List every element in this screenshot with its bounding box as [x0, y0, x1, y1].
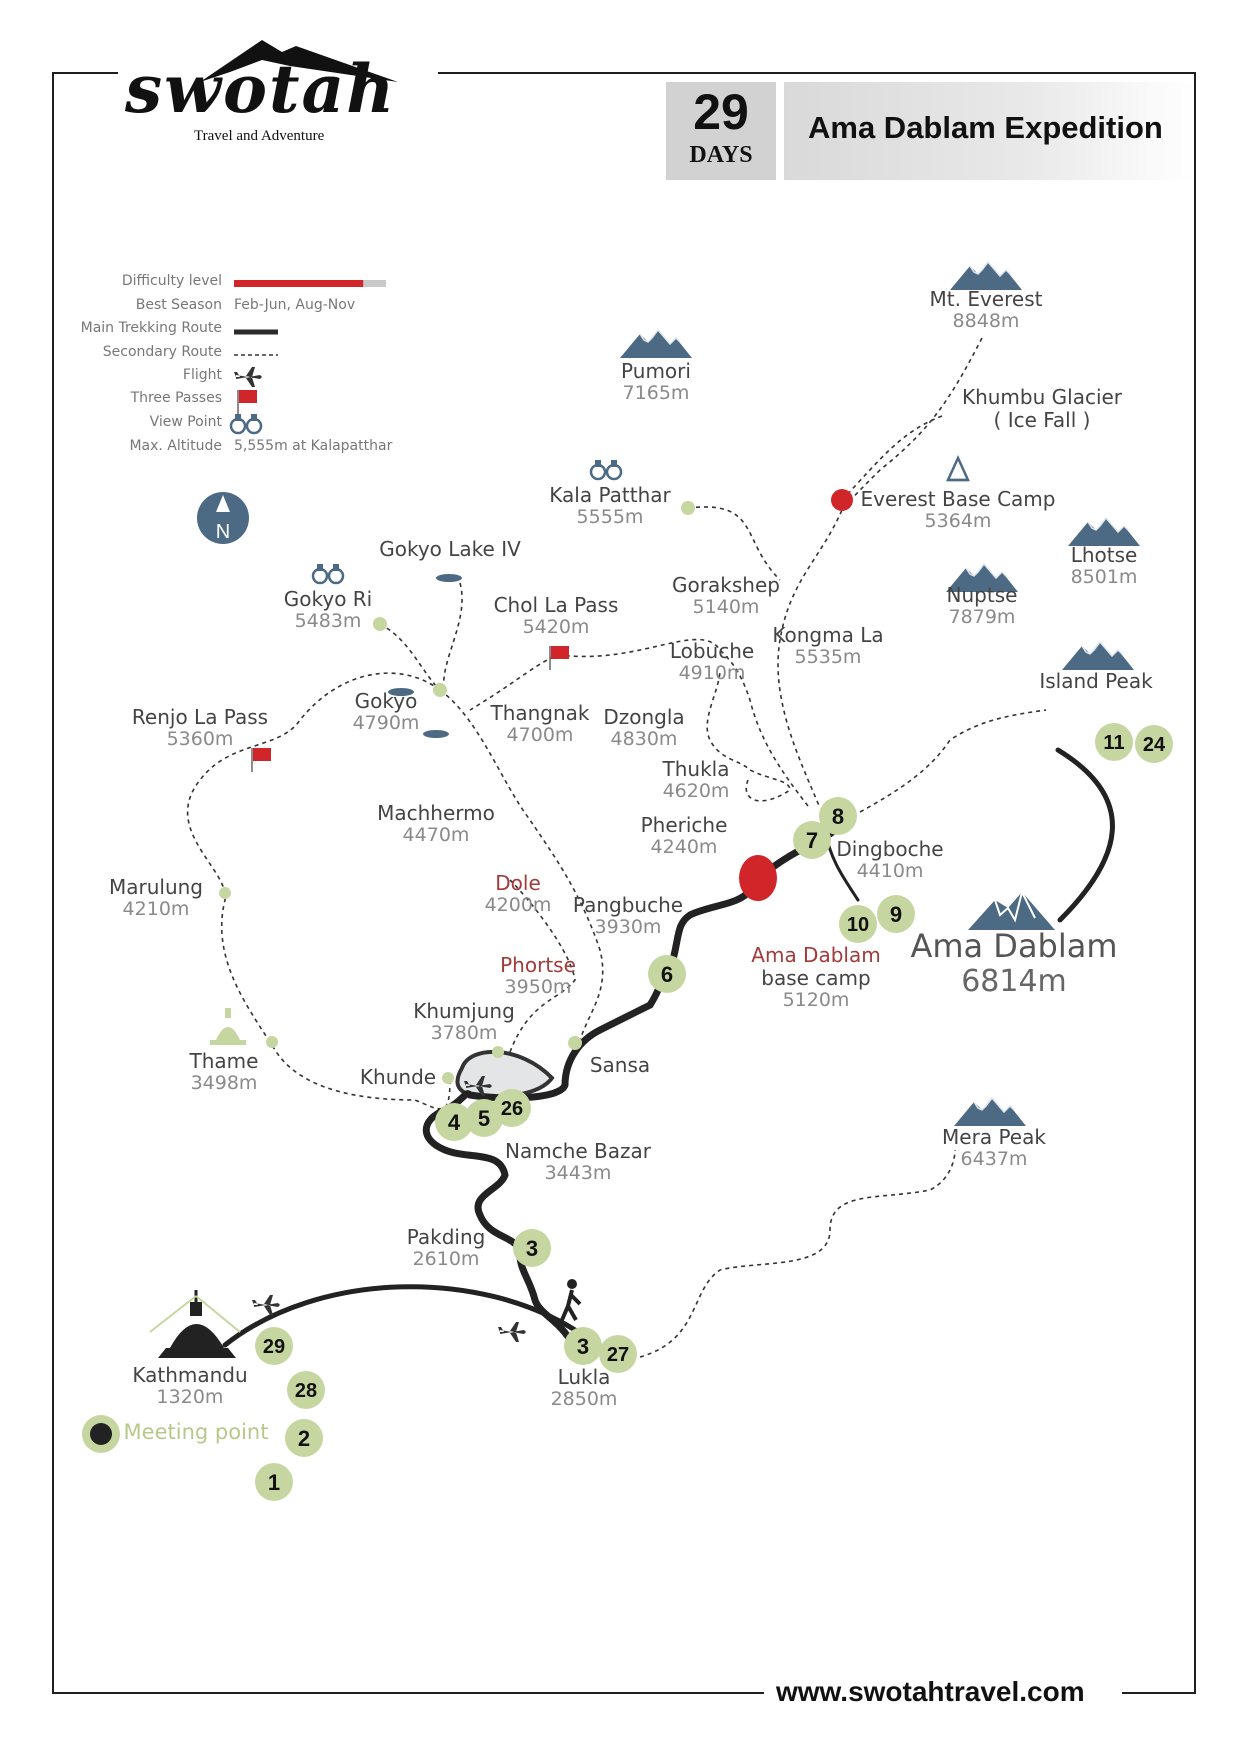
brand-tagline: Travel and Adventure: [194, 128, 325, 144]
duration-label: DAYS: [689, 142, 753, 168]
place-meeting-point: [124, 1420, 269, 1444]
place-ebc-alt: 5364m: [924, 510, 992, 532]
place-gokyo-alt: 4790m: [352, 712, 420, 734]
place-ama-dablam-name: Ama Dablam: [910, 927, 1118, 965]
place-khumbu-alt: ( Ice Fall ): [993, 408, 1091, 432]
place-pheriche-name: Pheriche: [640, 813, 728, 837]
place-ama-dablam-base-camp: [751, 944, 880, 1012]
place-namche-name: Namche Bazar: [505, 1139, 651, 1163]
place-kathmandu: [132, 1364, 247, 1409]
website-link[interactable]: www.swotahtravel.com: [776, 1676, 1085, 1707]
place-lobuche-alt: 4910m: [678, 662, 746, 684]
route-gokyori: [380, 624, 440, 690]
place-khunde-name: Khunde: [359, 1065, 437, 1089]
kala-patthar-binoculars-icon: [591, 460, 621, 479]
everest-base-camp-marker: [831, 489, 853, 511]
place-everest-alt: 8848m: [952, 310, 1020, 332]
mera-peak-mountain-icon: [954, 1098, 1026, 1126]
place-lukla-alt: 2850m: [550, 1388, 618, 1410]
place-ama-dablam: [910, 928, 1117, 999]
place-dingboche: [836, 838, 943, 883]
place-namche-bazar: [505, 1140, 651, 1185]
gokyo-ri-binoculars-icon: [313, 564, 343, 583]
day-label-24: 24: [1142, 734, 1166, 756]
place-nuptse-name: Nuptse: [946, 583, 1018, 607]
place-mera-peak: [942, 1126, 1046, 1171]
place-pumori: [621, 360, 691, 405]
place-lukla-name: Lukla: [557, 1365, 611, 1389]
route-adbc-amadablam: [1058, 750, 1112, 920]
place-lhotse: [1071, 544, 1138, 589]
day-label-27: 27: [606, 1344, 630, 1366]
place-thame-alt: 3498m: [190, 1072, 258, 1094]
place-pangbuche-alt: 3930m: [594, 916, 662, 938]
legend-max-altitude-value: 5,555m at Kalapatthar: [234, 438, 393, 454]
place-gokyo-name: Gokyo: [354, 689, 418, 713]
place-island-peak: [1039, 670, 1152, 693]
day-label-29: 29: [262, 1336, 286, 1358]
place-machhermo: [377, 802, 495, 847]
legend-viewpoint-label: View Point: [149, 414, 222, 430]
route-gokyolake: [444, 583, 462, 690]
place-pakding-alt: 2610m: [412, 1248, 480, 1270]
place-phortse-alt: 3950m: [504, 976, 572, 998]
place-kala-patthar-name: Kala Patthar: [549, 483, 671, 507]
place-dole-alt: 4200m: [484, 894, 552, 916]
place-kala-patthar: [549, 484, 670, 529]
place-renjo-la-name: Renjo La Pass: [131, 705, 269, 729]
place-pakding-name: Pakding: [406, 1225, 486, 1249]
place-renjo-la-pass: [132, 706, 268, 751]
place-khunde: [360, 1066, 436, 1089]
island-peak-mountain-icon: [1062, 642, 1134, 670]
legend-flight-icon: [234, 367, 262, 387]
place-kongma-la-alt: 5535m: [794, 646, 862, 668]
place-cho-la-pass: [494, 594, 619, 639]
legend-binoculars-icon: [231, 414, 261, 433]
place-renjo-la-alt: 5360m: [166, 728, 234, 750]
place-ama-dablam-alt: 6814m: [961, 963, 1067, 999]
place-gokyo-ri-name: Gokyo Ri: [283, 587, 373, 611]
route-everest: [778, 338, 982, 808]
place-kathmandu-alt: 1320m: [156, 1386, 224, 1408]
place-machhermo-alt: 4470m: [402, 824, 470, 846]
route-merapeak: [640, 1150, 955, 1357]
place-thangnak: [490, 702, 589, 747]
place-pangbuche-name: Pangbuche: [572, 893, 684, 917]
place-pumori-alt: 7165m: [622, 382, 690, 404]
brand-logo: swotah: [125, 50, 397, 128]
place-pangbuche: [573, 894, 683, 939]
place-lobuche: [670, 640, 754, 685]
place-pheriche: [641, 814, 728, 859]
place-everest-name: Mt. Everest: [929, 287, 1043, 311]
place-machhermo-name: Machhermo: [377, 801, 495, 825]
flight-icon-return: [498, 1322, 526, 1342]
place-khumbu: [962, 386, 1122, 432]
place-thukla-alt: 4620m: [662, 780, 730, 802]
place-kala-patthar-alt: 5555m: [576, 506, 644, 528]
place-meeting-name: Meeting point: [123, 1420, 269, 1444]
day-label-1: 1: [267, 1470, 281, 1495]
place-marulung-alt: 4210m: [122, 898, 190, 920]
place-dole: [485, 872, 552, 917]
place-phortse-name: Phortse: [500, 953, 576, 977]
cho-la-flag-icon: [550, 646, 569, 670]
thame-stupa-icon: [210, 1008, 246, 1045]
legend-max-altitude-label: Max. Altitude: [129, 438, 222, 454]
place-khumjung: [413, 1000, 515, 1045]
place-dole-name: Dole: [495, 871, 541, 895]
day-label-5: 5: [477, 1106, 491, 1131]
legend-flight-label: Flight: [182, 367, 222, 383]
gokyo-lake-icon-3: [423, 730, 449, 738]
place-adbc-alt: 5120m: [782, 989, 850, 1011]
place-dzongla: [603, 706, 684, 751]
day-label-3-lukla: 3: [576, 1334, 590, 1359]
duration-number: 29: [693, 84, 749, 140]
renjo-la-flag-icon: [252, 748, 271, 772]
meeting-point-dot: [90, 1423, 112, 1445]
khumbu-tent-icon: [948, 458, 968, 480]
place-dzongla-name: Dzongla: [603, 705, 685, 729]
namche-area: [457, 1052, 552, 1097]
place-kathmandu-name: Kathmandu: [132, 1363, 248, 1387]
place-cho-la-alt: 5420m: [522, 616, 590, 638]
place-everest-base-camp: [861, 488, 1056, 533]
current-position-marker: [739, 855, 777, 901]
place-marulung-name: Marulung: [108, 875, 204, 899]
legend-secondary-route-label: Secondary Route: [102, 344, 222, 360]
compass-letter: N: [215, 521, 231, 543]
place-thame-name: Thame: [189, 1049, 259, 1073]
place-nuptse-alt: 7879m: [948, 606, 1016, 628]
hiker-icon: [562, 1279, 580, 1320]
place-thame: [190, 1050, 259, 1095]
day-label-2: 2: [297, 1426, 311, 1451]
place-gorakshep-alt: 5140m: [692, 596, 760, 618]
place-sansa-name: Sansa: [589, 1053, 651, 1077]
place-sansa: [590, 1054, 650, 1077]
place-cho-la-name: Chol La Pass: [493, 593, 619, 617]
place-lhotse-alt: 8501m: [1070, 566, 1138, 588]
place-gokyo: [353, 690, 420, 735]
legend-main-route-label: Main Trekking Route: [80, 320, 222, 336]
route-kalapatthar: [688, 507, 780, 580]
place-gokyo-lake-name: Gokyo Lake IV: [379, 537, 521, 561]
place-khumjung-name: Khumjung: [413, 999, 515, 1023]
place-gokyo-ri: [284, 588, 373, 633]
place-mera-peak-name: Mera Peak: [942, 1125, 1046, 1149]
place-pheriche-alt: 4240m: [650, 836, 718, 858]
legend-difficulty-label: Difficulty level: [121, 273, 222, 289]
day-label-4: 4: [447, 1110, 461, 1135]
day-label-26: 26: [500, 1098, 524, 1120]
place-kongma-la-name: Kongma La: [772, 623, 884, 647]
place-kongma-la: [772, 624, 883, 669]
place-phortse: [500, 954, 576, 999]
place-khumjung-alt: 3780m: [430, 1022, 498, 1044]
place-dingboche-name: Dingboche: [836, 837, 944, 861]
page-title: Ama Dablam Expedition: [808, 110, 1163, 145]
place-gorakshep-name: Gorakshep: [672, 573, 780, 597]
legend-difficulty-bar: [234, 280, 386, 287]
ama-dablam-mountain-icon: [968, 892, 1055, 930]
place-gokyo-ri-alt: 5483m: [294, 610, 362, 632]
route-islandpeak: [860, 710, 1046, 812]
legend-season-label: Best Season: [135, 297, 222, 313]
place-gokyo-lake: [379, 538, 521, 561]
pumori-mountain-icon: [620, 330, 692, 358]
gokyo-lake-icon: [436, 574, 462, 582]
place-everest: [930, 288, 1043, 333]
place-mera-peak-alt: 6437m: [960, 1148, 1028, 1170]
place-thangnak-alt: 4700m: [506, 724, 574, 746]
legend-passes-label: Three Passes: [130, 390, 222, 406]
place-thangnak-name: Thangnak: [490, 701, 590, 725]
place-namche-alt: 3443m: [544, 1162, 612, 1184]
place-nuptse: [947, 584, 1018, 629]
place-pakding: [407, 1226, 486, 1271]
day-label-28: 28: [294, 1380, 318, 1402]
place-dingboche-alt: 4410m: [856, 860, 924, 882]
place-dzongla-alt: 4830m: [610, 728, 678, 750]
place-thukla-name: Thukla: [662, 757, 730, 781]
place-adbc-name2: base camp: [761, 966, 871, 990]
place-island-peak-name: Island Peak: [1039, 669, 1153, 693]
day-label-10: 10: [846, 914, 870, 936]
day-label-11: 11: [1103, 732, 1125, 754]
day-label-7: 7: [805, 828, 819, 853]
day-label-9: 9: [889, 902, 903, 927]
place-marulung: [109, 876, 203, 921]
place-pumori-name: Pumori: [621, 359, 691, 383]
place-ebc-name: Everest Base Camp: [860, 487, 1056, 511]
place-thukla: [663, 758, 730, 803]
lhotse-mountain-icon: [1068, 518, 1140, 546]
place-lobuche-name: Lobuche: [669, 639, 755, 663]
day-label-6: 6: [660, 962, 674, 987]
place-adbc-name: Ama Dablam: [751, 943, 881, 967]
everest-mountain-icon: [950, 262, 1022, 290]
place-gorakshep: [672, 574, 780, 619]
place-lukla: [551, 1366, 618, 1411]
legend-flag-icon: [238, 390, 257, 414]
day-label-8: 8: [831, 804, 845, 829]
place-khumbu-name: Khumbu Glacier: [961, 385, 1123, 409]
place-lhotse-name: Lhotse: [1070, 543, 1138, 567]
kathmandu-stupa-icon: [150, 1290, 240, 1358]
day-label-3-pakding: 3: [525, 1236, 539, 1261]
legend-season-value: Feb-Jun, Aug-Nov: [234, 297, 356, 313]
